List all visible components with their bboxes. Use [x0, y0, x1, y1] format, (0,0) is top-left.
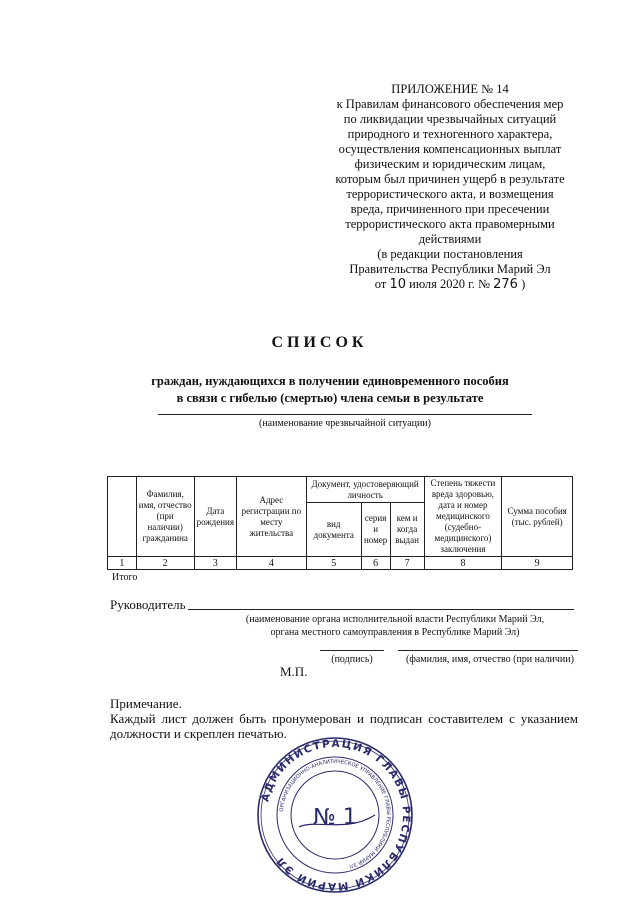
- column-number: 5: [306, 557, 361, 570]
- header-birth-date: Дата рождения: [194, 477, 236, 557]
- header-identity-document: Документ, удостоверяющий личность: [306, 477, 424, 503]
- authority-caption: [200, 613, 590, 639]
- header-series-number: серия и номер: [361, 503, 390, 557]
- appendix-line: физическим и юридическим лицам,: [354, 157, 546, 171]
- seal-place-label: М.П.: [280, 664, 308, 679]
- stamp-inner-text: ОРГАНИЗАЦИОННО-АНАЛИТИЧЕСКОЕ УПРАВЛЕНИЕ ГЛАВЫ РЕСПУБЛИКИ МАРИЙ ЭЛ: [279, 758, 392, 869]
- appendix-line: природного и техногенного характера,: [347, 127, 553, 141]
- date-day: 10: [389, 277, 406, 292]
- appendix-line: осуществления компенсационных выплат: [338, 142, 562, 156]
- column-number: 8: [424, 557, 502, 570]
- appendix-line: к Правилам финансового обеспечения мер: [336, 97, 564, 111]
- header-document-type: вид документа: [306, 503, 361, 557]
- column-number: 7: [390, 557, 424, 570]
- date-rest: июля 2020 г. №: [409, 277, 490, 291]
- decree-number: 276: [493, 277, 518, 292]
- subtitle-line-1: граждан, нуждающихся в получении единовременного пособия: [151, 374, 509, 388]
- column-number: 3: [194, 557, 236, 570]
- table-number-row: [108, 557, 573, 570]
- appendix-date-line: [330, 277, 570, 292]
- signature-line: [320, 650, 384, 651]
- header-full-name: Фамилия, имя, отчество (при наличии) гражданина: [136, 477, 194, 557]
- authority-caption-line-2: органа местного самоуправления в Республике Марий Эл): [270, 627, 520, 638]
- column-number: 1: [108, 557, 137, 570]
- header-benefit-amount: Сумма пособия (тыс. рублей): [502, 477, 573, 557]
- subtitle-line-2: в связи с гибелью (смертью) члена семьи в результате: [176, 391, 484, 405]
- table-header-row: [108, 477, 573, 503]
- full-name-caption: (фамилия, имя, отчество (при наличии): [406, 654, 574, 665]
- column-number: 2: [136, 557, 194, 570]
- citizens-table: [107, 476, 573, 570]
- official-stamp: [255, 735, 415, 895]
- appendix-line: по ликвидации чрезвычайных ситуаций: [343, 112, 557, 126]
- column-number: 9: [502, 557, 573, 570]
- header-issued-by: кем и когда выдан: [390, 503, 424, 557]
- header-address: Адрес регистрации по месту жительства: [236, 477, 306, 557]
- header-health-damage: Степень тяжести вреда здоровью, дата и номер медицинского (судебно-медицинского) заключения: [424, 477, 502, 557]
- column-number: 4: [236, 557, 306, 570]
- document-title: СПИСОК: [271, 334, 368, 351]
- emergency-caption: (наименование чрезвычайной ситуации): [259, 418, 431, 429]
- full-name-line: [398, 650, 578, 651]
- appendix-line: террористического акта, и возмещения: [346, 187, 554, 201]
- date-suffix: ): [521, 277, 526, 291]
- head-label: Руководитель: [110, 597, 186, 612]
- document-subtitle: [120, 373, 540, 407]
- appendix-line: действиями: [418, 232, 482, 246]
- stamp-outer-text: АДМИНИСТРАЦИЯ ГЛАВЫ РЕСПУБЛИКИ МАРИЙ ЭЛ: [259, 737, 413, 893]
- note-title: Примечание.: [110, 696, 182, 711]
- appendix-header: [330, 82, 570, 292]
- total-label: Итого: [112, 572, 138, 583]
- appendix-line: (в редакции постановления: [377, 247, 523, 261]
- stamp-center-number: № 1: [313, 805, 357, 830]
- appendix-line: ПРИЛОЖЕНИЕ № 14: [391, 82, 509, 96]
- appendix-line: Правительства Республики Марий Эл: [349, 262, 551, 276]
- date-prefix: от: [374, 277, 387, 291]
- emergency-name-line: [158, 414, 532, 415]
- column-number: 6: [361, 557, 390, 570]
- head-name-line: [188, 609, 574, 610]
- appendix-line: террористического акта правомерными: [345, 217, 555, 231]
- signature-caption: (подпись): [331, 654, 373, 665]
- authority-caption-line-1: (наименование органа исполнительной власти Республики Марий Эл,: [245, 614, 545, 625]
- note-text: Каждый лист должен быть пронумерован и подписан составителем с указанием должности и скреплен печатью.: [110, 711, 578, 741]
- header-col-1: [108, 477, 137, 557]
- appendix-line: вреда, причиненного при пресечении: [350, 202, 550, 216]
- appendix-line: которым был причинен ущерб в результате: [335, 172, 565, 186]
